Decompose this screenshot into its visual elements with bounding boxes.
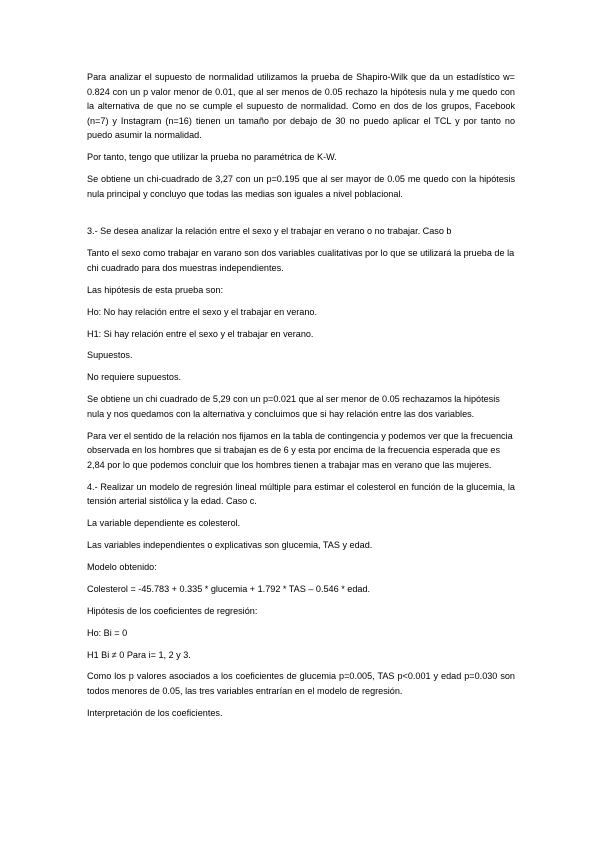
section-heading-4: 4.- Realizar un modelo de regresión lineal múltiple para estimar el colesterol en función de la glucemia, la tensión arterial sistólica y la edad. Caso c. bbox=[87, 481, 515, 507]
paragraph-no-assumptions: No requiere supuestos. bbox=[87, 372, 182, 383]
paragraph-alt-hypothesis: H1: Si hay relación entre el sexo y el trabajar en verano. bbox=[87, 328, 314, 339]
paragraph-hypotheses-intro: Las hipótesis de esta prueba son: bbox=[87, 284, 223, 295]
paragraph-normality-test: Para analizar el supuesto de normalidad utilizamos la prueba de Shapiro-Wilk que da un estadístico w= 0.824 con un p valor menor de 0.01, que al ser menos de 0.05 rechazo la hipótesis nula y me quedo con la alternativa de que no se cumple el supuesto de normalidad. Como en dos de los grupos, Facebook (n=7) y Instagram (n=16) tienen un tamaño por debajo de 30 no puedo aplicar el TCL y por tanto no puedo asumir la normalidad. bbox=[87, 72, 515, 141]
paragraph-model-equation: Colesterol = -45.783 + 0.335 * glucemia + 1.792 * TAS – 0.546 * edad. bbox=[87, 583, 371, 594]
paragraph-coefficient-pvalues: Como los p valores asociados a los coeficientes de glucemia p=0.005, TAS p<0.001 y edad p=0.030 son todos menores de 0.05, las tres variables entrarían en el modelo de regresión. bbox=[87, 671, 515, 697]
paragraph-chi-square-result: Se obtiene un chi cuadrado de 5,29 con un p=0.021 que al ser menor de 0.05 rechazamos la hipótesis nula y nos quedamos con la alternativa y concluimos que si hay relación entre las dos variables. bbox=[87, 394, 500, 419]
document-body bbox=[87, 70, 515, 728]
paragraph-independent-variables: Las variables independientes o explicativas son glucemia, TAS y edad. bbox=[87, 540, 373, 551]
paragraph-chi-square-choice: Tanto el sexo como trabajar en varano son dos variables cualitativas por lo que se utilizará la prueba de la chi cuadrado para dos muestras independientes. bbox=[87, 248, 515, 273]
paragraph-coefficient-interpretation-heading: Interpretación de los coeficientes. bbox=[87, 707, 223, 718]
paragraph-contingency-interpretation: Para ver el sentido de la relación nos fijamos en la tabla de contingencia y podemos ver que la frecuencia observada en los hombres que si trabajan es de 6 y esta por encima de la frecuencia esperada que es 2,84 por lo que podemos concluir que los hombres tienen a trabajar mas en verano que las mujeres. bbox=[87, 430, 513, 470]
paragraph-model-heading: Modelo obtenido: bbox=[87, 562, 157, 572]
paragraph-kw-result: Se obtiene un chi-cuadrado de 3,27 con un p=0.195 que al ser mayor de 0.05 me quedo con la hipótesis nula principal y concluyo que todas las medias son iguales a nivel poblacional. bbox=[87, 174, 515, 199]
paragraph-coefficient-null: Ho: Bi = 0 bbox=[87, 627, 128, 638]
paragraph-coefficient-alt: H1 Bi ≠ 0 Para i= 1, 2 y 3. bbox=[87, 649, 191, 660]
section-heading-3: 3.- Se desea analizar la relación entre el sexo y el trabajar en verano o no trabajar. Caso b bbox=[87, 226, 452, 237]
paragraph-assumptions-heading: Supuestos. bbox=[87, 350, 133, 361]
paragraph-kw-choice: Por tanto, tengo que utilizar la prueba no paramétrica de K-W. bbox=[87, 152, 337, 163]
paragraph-dependent-variable: La variable dependiente es colesterol. bbox=[87, 518, 241, 529]
paragraph-null-hypothesis: Ho: No hay relación entre el sexo y el trabajar en verano. bbox=[87, 306, 317, 317]
paragraph-coefficient-hypotheses-heading: Hipótesis de los coeficientes de regresión: bbox=[87, 605, 258, 616]
